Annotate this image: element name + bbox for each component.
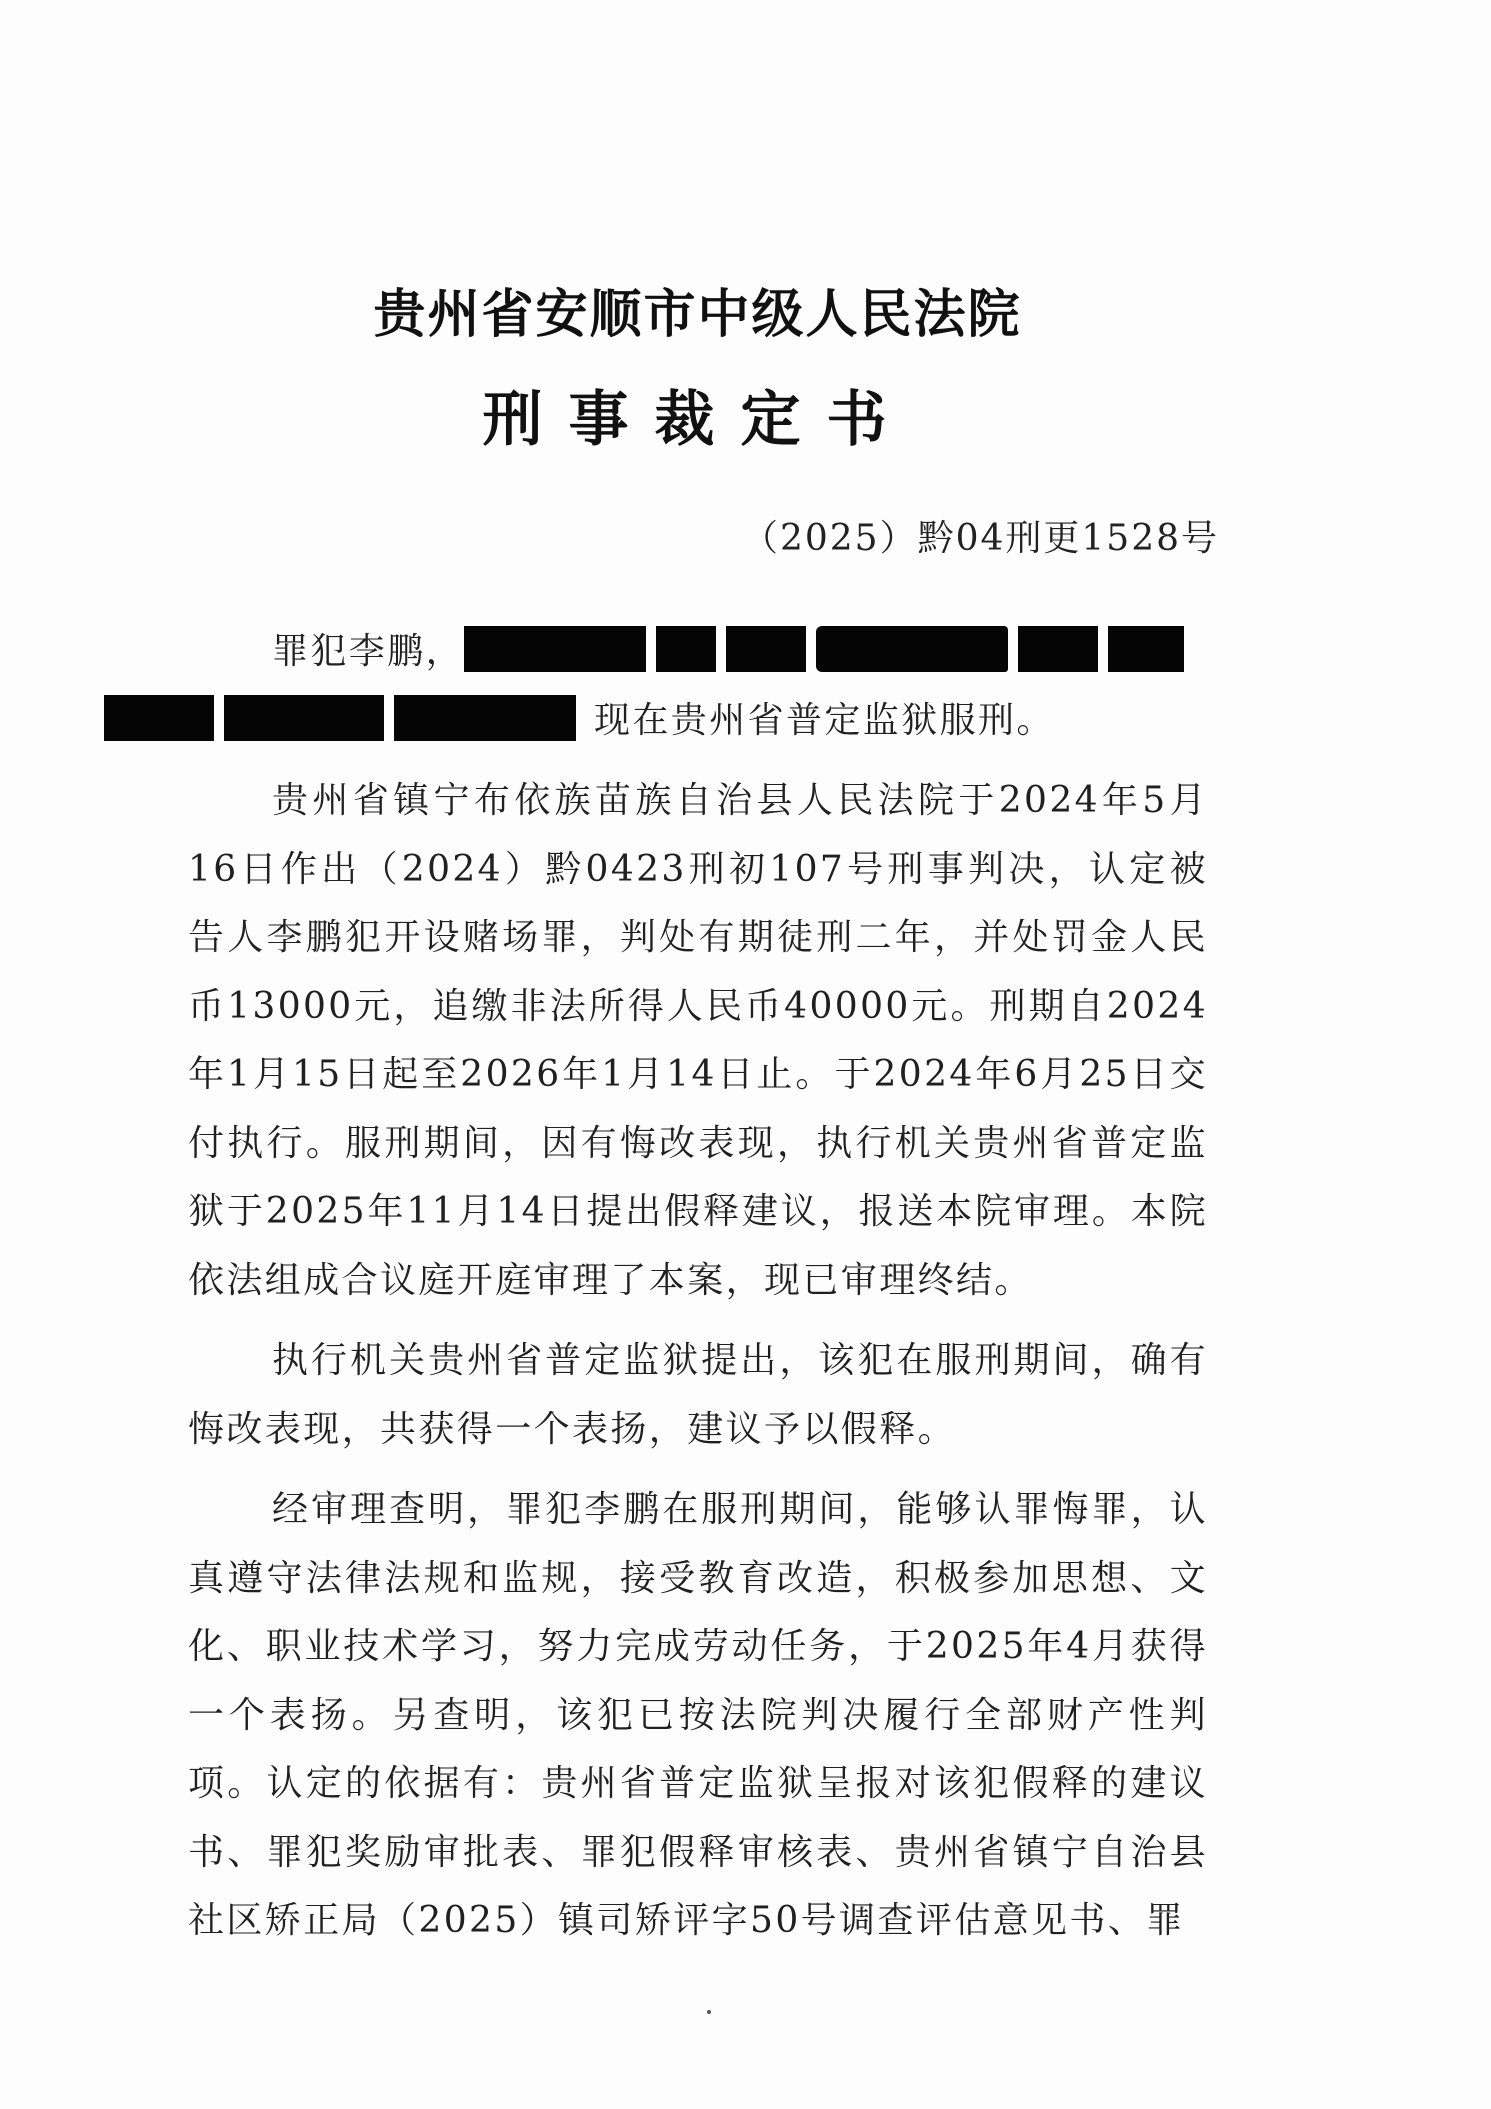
paragraph-findings: 经审理查明，罪犯李鹏在服刑期间，能够认罪悔罪，认真遵守法律法规和监规，接受教育改造，积极参加思想、文化、职业技术学习，努力完成劳动任务，于2025年4月获得一个表扬。另查明，该犯已按法院判决履行全部财产性判项。认定的依据有：贵州省普定监狱呈报对该犯假释的建议书、罪犯奖励审批表、罪犯假释审核表、贵州省镇宁自治县社区矫正局（2025）镇司矫评字50号调查评估意见书、罪 [188, 1489, 1208, 1941]
redaction-block [104, 695, 214, 741]
redaction-block [464, 626, 646, 672]
redaction-block [1018, 626, 1098, 672]
paragraph-defendant-info [188, 618, 1208, 755]
redaction-block [726, 626, 806, 672]
paragraph-defendant-intro: 罪犯李鹏， [272, 631, 465, 672]
scan-artifact-dot [707, 2010, 711, 2014]
paragraph-parole-proposal: 执行机关贵州省普定监狱提出，该犯在服刑期间，确有悔改表现，共获得一个表扬，建议予以假释。 [188, 1340, 1208, 1450]
redaction-block [394, 695, 576, 741]
paragraph-original-judgment: 贵州省镇宁布依族苗族自治县人民法院于2024年5月16日作出（2024）黔0423刑初107号刑事判决，认定被告人李鹏犯开设赌场罪，判处有期徒刑二年，并处罚金人民币13000元，追缴非法所得人民币40000元。刑期自2024年1月15日起至2026年1月14日止。于2024年6月25日交付执行。服刑期间，因有悔改表现，执行机关贵州省普定监狱于2025年11月14日提出假释建议，报送本院审理。本院依法组成合议庭开庭审理了本案，现已审理终结。 [188, 780, 1208, 1301]
redaction-block [656, 626, 716, 672]
redaction-block [1108, 626, 1184, 672]
document-body [188, 618, 1208, 1956]
case-number: （2025）黔04刑更1528号 [741, 518, 1219, 559]
document-type-title: 刑事裁定书 [482, 385, 913, 455]
paragraph-defendant-location: 现在贵州省普定监狱服刑。 [594, 699, 1055, 741]
court-name: 贵州省安顺市中级人民法院 [373, 285, 1022, 345]
redaction-block [816, 626, 1008, 672]
redaction-block [224, 695, 384, 741]
